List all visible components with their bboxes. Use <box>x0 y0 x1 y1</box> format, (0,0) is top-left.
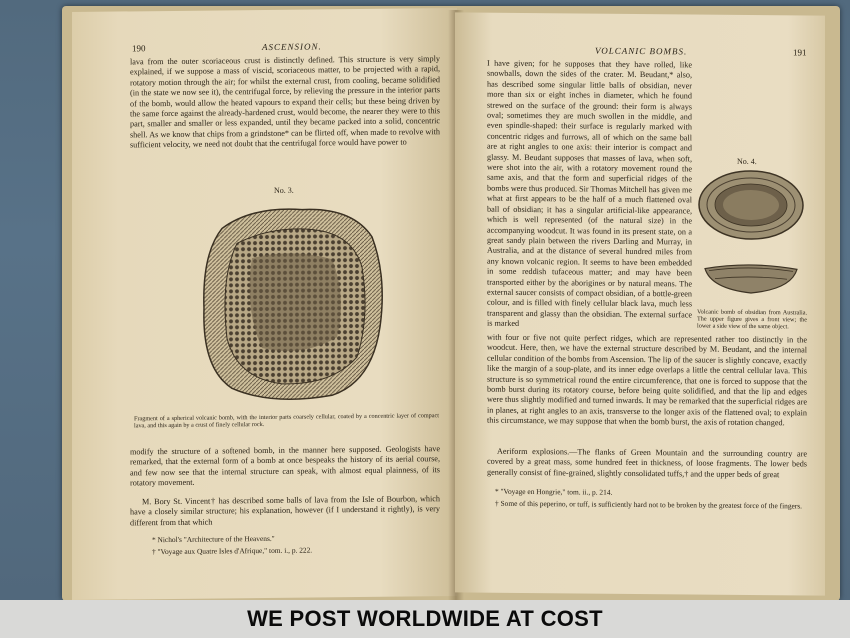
left-footnote-2: † "Voyage aux Quatre Isles d'Afrique," tom. i., p. 222. <box>152 545 313 557</box>
left-text-bottom-2: M. Bory St. Vincent† has described some balls of lava from the Isle of Bourbon, which have a closely similar structure; his explanation, however (if I understand it rightly), is very different from that which <box>130 494 440 528</box>
left-page-number: 190 <box>132 43 146 54</box>
left-text-top: lava from the outer scoriaceous crust is distinctly defined. This structure is very simply explained, if we suppose a mass of viscid, scoriaceous matter, to be projected with a rapid, rotatory motion through the air; for whilst the external crust, from cooling, became solidified (in the state we now see it), the centrifugal force, by relieving the pressure in the interior parts of the bomb, would allow the heated vapours to expand their cells; but these being driven by the same force against the already-hardened crust, would become, the nearer they were to this part, smaller and smaller or less expanded, until they became packed into a solid, concentric shell. As we know that chips from a grindstone* can be flirted off, when made to revolve with sufficient velocity, we need not doubt that the centrifugal force would have power to <box>130 54 440 150</box>
right-footnote-2: † Some of this peperino, or tuff, is sufficiently hard not to be broken by the greatest force of the fingers. <box>495 498 802 511</box>
volcanic-bomb-fragment-illustration <box>192 197 392 409</box>
left-running-head: ASCENSION. <box>262 41 322 53</box>
right-footnote-1: * "Voyage en Hongrie," tom. ii., p. 214. <box>495 486 613 497</box>
right-text-top: I have given; for he supposes that they have rolled, like snowballs, down the sides of the crater. M. Beudant,* also, has described some singular little balls of obsidian, never more than six or eight inches in diameter, which he found strewed on the surface of the ground: their form is always oval; sometimes they are much swollen in the middle, and even spindle-shaped: their surface is regularly marked with concentric ridges and furrows, all of which on the same ball are at right angles to one axis: their interior is compact and glassy. M. Beudant supposes that masses of lava, when soft, were shot into the air, with a rotatory movement round the same axis, and that the form and superficial ridges of the bombs were thus produced. Sir Thomas Mitchell has given me what at first appears to be the half of a much flattened oval ball of obsidian; it has a singular artificial-like appearance, which is well represented (of the natural size) in the accompanying woodcut. It was found in its present state, on a great sandy plain between the rivers Darling and Murray, in Australia, and at the distance of several hundred miles from any known volcanic region. It seems to have been embedded in some reddish tufaceous matter; and may have been transported either by the aborigines or by natural means. The external saucer consists of compact obsidian, of a bottle-green colour, and is filled with finely cellular black lava, much less transparent and glassy than the obsidian. The external surface is marked <box>487 58 692 329</box>
left-footnote-1: * Nichol's "Architecture of the Heavens." <box>152 533 275 545</box>
figure-3-label: No. 3. <box>274 185 294 195</box>
right-page-number: 191 <box>793 47 807 58</box>
right-text-aeriform: Aeriform explosions.—The flanks of Green Mountain and the surrounding country are covered by a great mass, some hundred feet in thickness, of loose fragments. The lower beds generally consist of fine-grained, slightly consolidated tuffs,† and the upper beds of great <box>487 446 807 480</box>
left-text-bottom: modify the structure of a softened bomb, in the manner here supposed. Geologists have remarked, that the external form of a bomb at once bespeaks the history of its aerial course, and few now see that the internal structure can speak, with almost equal plainness, of its rotatory movement. <box>130 444 440 488</box>
left-page <box>72 8 457 600</box>
figure-4-label: No. 4. <box>737 156 757 167</box>
right-page <box>455 12 825 595</box>
figure-3-caption: Fragment of a spherical volcanic bomb, with the interior parts coarsely cellular, coated by a concentric layer of compact lava, and this again by a crust of finely cellular rock. <box>134 412 439 430</box>
figure-4-caption: Volcanic bomb of obsidian from Australia. The upper figure gives a front view; the lower a side view of the same object. <box>697 308 807 331</box>
shipping-banner: WE POST WORLDWIDE AT COST <box>0 600 850 638</box>
right-running-head: VOLCANIC BOMBS. <box>595 45 688 57</box>
right-text-wide: with four or five not quite perfect ridges, which are represented rather too distinctly in the woodcut. Here, then, we have the external structure described by M. Beudant, and the internal cellular condition of the bombs from Ascension. The lip of the saucer is slightly concave, exactly like the margin of a soup-plate, and its inner edge overlaps a little the central cellular lava. This structure is so symmetrical round the entire circumference, that one is forced to suppose that the bomb burst during its rotatory course, before being quite solidified, and that the lip and edges were thus slightly modified and turned inwards. It may be remarked that the superficial ridges are in planes, at right angles to an axis, transverse to the longer axis of the flattened oval; to explain this circumstance, we may suppose that when the bomb burst, the axis of rotation changed. <box>487 332 807 428</box>
obsidian-bomb-illustration <box>695 166 807 307</box>
